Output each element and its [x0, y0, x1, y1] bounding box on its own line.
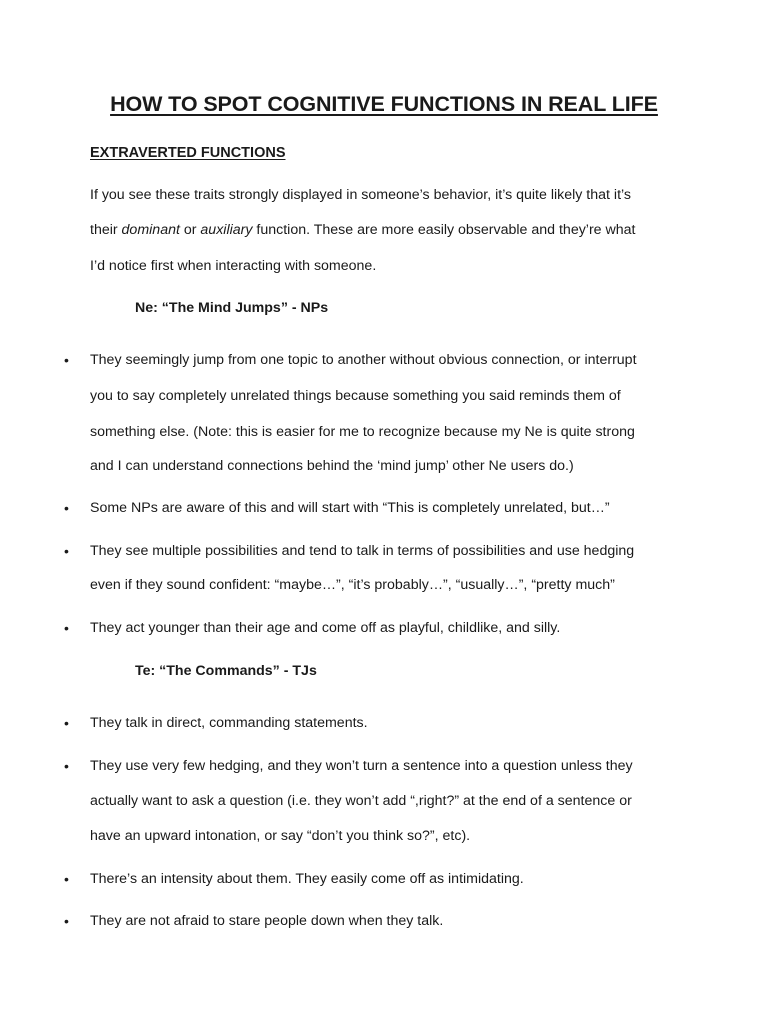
bullet-text-line: Some NPs are aware of this and will start with “This is completely unrelated, but…” [90, 500, 610, 516]
bullet-text-line: you to say completely unrelated things because something you said reminds them of [90, 388, 621, 404]
bullet-text-line: something else. (Note: this is easier for me to recognize because my Ne is quite strong [90, 424, 635, 440]
bullet-text-line: even if they sound confident: “maybe…”, “it’s probably…”, “usually…”, “pretty much” [90, 577, 615, 593]
te-heading: Te: “The Commands” - TJs [135, 663, 317, 679]
bullet-icon: • [64, 543, 69, 559]
emphasis-auxiliary: auxiliary [200, 222, 253, 238]
ne-heading: Ne: “The Mind Jumps” - NPs [135, 300, 329, 316]
intro-line-2 [90, 222, 690, 238]
bullet-icon: • [64, 913, 69, 929]
bullet-text-line: They use very few hedging, and they won’t turn a sentence into a question unless they [90, 758, 633, 774]
bullet-icon: • [64, 715, 69, 731]
section-heading: EXTRAVERTED FUNCTIONS [90, 145, 286, 161]
intro-text: their [90, 222, 122, 238]
bullet-icon: • [64, 352, 69, 368]
bullet-text-line: They are not afraid to stare people down when they talk. [90, 913, 444, 929]
bullet-text-line: and I can understand connections behind the ‘mind jump’ other Ne users do.) [90, 458, 574, 474]
intro-line-1: If you see these traits strongly displayed in someone’s behavior, it’s quite likely that it’s [90, 187, 631, 203]
bullet-icon: • [64, 758, 69, 774]
bullet-text-line: They act younger than their age and come off as playful, childlike, and silly. [90, 620, 561, 636]
emphasis-dominant: dominant [121, 222, 180, 238]
intro-line-3: I’d notice first when interacting with someone. [90, 258, 377, 274]
bullet-icon: • [64, 500, 69, 516]
bullet-icon: • [64, 871, 69, 887]
bullet-icon: • [64, 620, 69, 636]
bullet-text-line: actually want to ask a question (i.e. they won’t add “,right?” at the end of a sentence or [90, 793, 632, 809]
bullet-text-line: There’s an intensity about them. They easily come off as intimidating. [90, 871, 524, 887]
intro-text: function. These are more easily observable and they’re what [252, 222, 636, 238]
intro-text: or [179, 222, 201, 238]
bullet-text-line: have an upward intonation, or say “don’t you think so?”, etc). [90, 828, 471, 844]
document-title: HOW TO SPOT COGNITIVE FUNCTIONS IN REAL LIFE [110, 92, 658, 116]
bullet-text-line: They seemingly jump from one topic to another without obvious connection, or interrupt [90, 352, 637, 368]
bullet-text-line: They see multiple possibilities and tend to talk in terms of possibilities and use hedging [90, 543, 635, 559]
bullet-text-line: They talk in direct, commanding statements. [90, 715, 368, 731]
